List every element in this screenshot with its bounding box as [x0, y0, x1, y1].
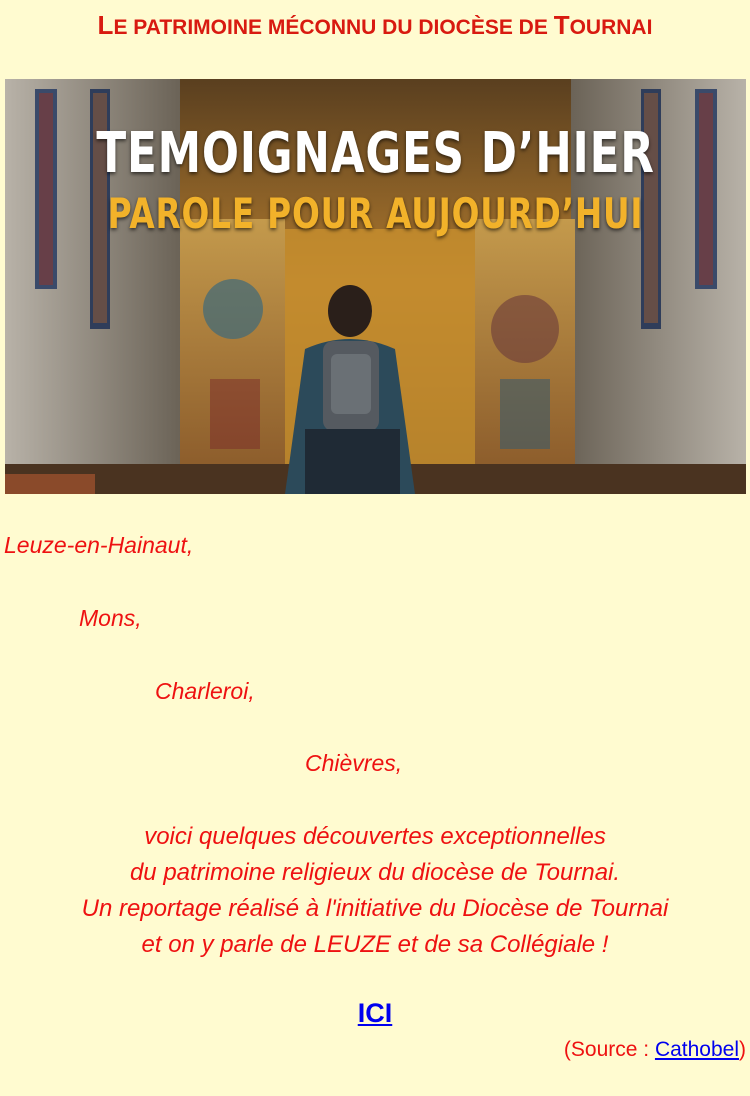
cathobel-link[interactable]: Cathobel [654, 1038, 739, 1061]
place-mons: Mons, [79, 605, 142, 631]
description-paragraph [0, 819, 750, 963]
paragraph-line: Un reportage réalisé à l'initiative du Diocèse de Tournai [81, 895, 669, 922]
paragraph-line: voici quelques découvertes exceptionnelles [144, 823, 606, 850]
place-chievres: Chièvres, [305, 750, 403, 776]
source-credit: (Source : Cathobel) [563, 1038, 746, 1061]
place-charleroi: Charleroi, [155, 678, 255, 704]
page-title: LE PATRIMOINE MÉCONNU DU DIOCÈSE DE TOURNAI [97, 10, 653, 40]
hero-banner-image[interactable] [5, 79, 746, 494]
banner-headline: TEMOIGNAGES D’HIER [96, 121, 655, 186]
banner-subheadline: PAROLE POUR AUJOURD’HUI [107, 189, 644, 238]
paragraph-line: du patrimoine religieux du diocèse de Tournai. [129, 859, 621, 886]
ici-link[interactable]: ICI [357, 998, 393, 1028]
place-leuze: Leuze-en-Hainaut, [4, 532, 194, 558]
paragraph-line: et on y parle de LEUZE et de sa Collégiale ! [141, 931, 609, 958]
